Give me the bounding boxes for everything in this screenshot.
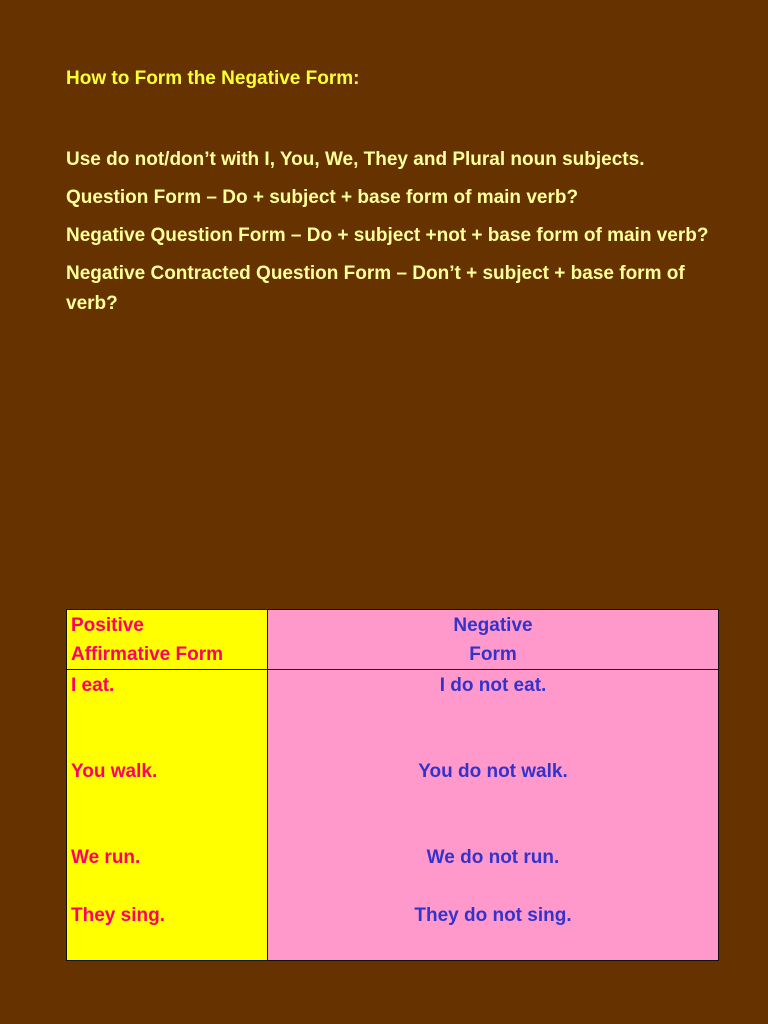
negative-form-item: They do not sing. [414, 905, 572, 926]
paragraph-negative-contracted-question-form: Negative Contracted Question Form – Don’t + subject + base form of verb? [66, 263, 685, 314]
positive-form-item: We run. [71, 847, 141, 868]
positive-form-item: I eat. [71, 675, 115, 696]
header-positive-cell [67, 610, 268, 670]
positive-form-item: They sing. [71, 905, 165, 926]
header-positive-line2: Affirmative Form [71, 644, 224, 665]
header-negative-cell [268, 610, 719, 670]
negative-forms-cell [268, 670, 719, 961]
negative-form-item: We do not run. [426, 847, 560, 868]
forms-table [66, 609, 719, 961]
paragraph-negative-question-form: Negative Question Form – Do + subject +not + base form of main verb? [66, 225, 709, 246]
negative-form-item: I do not eat. [439, 675, 547, 696]
document-body [66, 145, 726, 327]
positive-form-item: You walk. [71, 761, 158, 782]
header-positive-line1: Positive [71, 615, 144, 636]
table-body-row [67, 670, 719, 961]
paragraph-question-form: Question Form – Do + subject + base form of main verb? [66, 187, 579, 208]
header-negative-line2: Form [469, 644, 517, 665]
document-heading: How to Form the Negative Form: [66, 68, 360, 89]
positive-forms-cell [67, 670, 268, 961]
table-header-row [67, 610, 719, 670]
header-negative-line1: Negative [453, 615, 533, 636]
negative-form-item: You do not walk. [418, 761, 568, 782]
paragraph-usage-rule: Use do not/don’t with I, You, We, They and Plural noun subjects. [66, 149, 645, 170]
